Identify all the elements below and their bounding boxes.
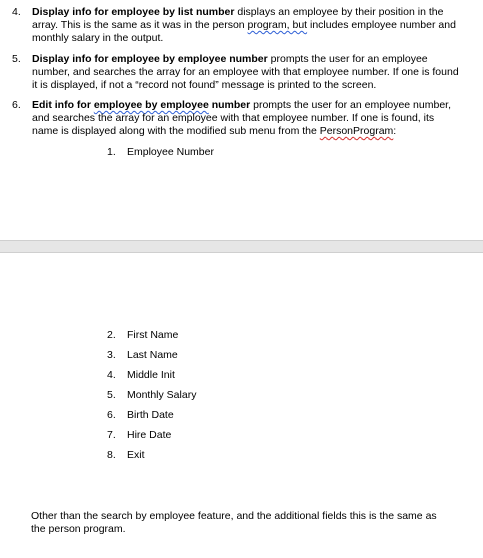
item-text-end: : [393,125,397,137]
submenu-item-hire-date [107,429,171,442]
page-break-gap [0,240,483,253]
list-item-5 [12,53,462,92]
list-item-4 [12,6,462,45]
submenu-item-last-name [107,349,178,362]
submenu-number: 5. [107,389,116,401]
submenu-item-first-name [107,329,178,342]
item-text: prompts the user for an employee number, and searches the array for an employee with that employee number. If one is found, its name is displayed along with the modified sub menu from the [32,99,451,137]
list-number: 5. [12,53,21,65]
submenu-number: 8. [107,449,116,461]
submenu-item-employee-number [107,146,214,159]
submenu-item-birth-date [107,409,174,422]
submenu-number: 4. [107,369,116,381]
closing-paragraph: Other than the search by employee feature, and the additional fields this is the same as the person program. [31,510,437,535]
grammar-flag: program, but [247,19,308,31]
list-number: 4. [12,6,21,18]
item-heading-pre: Edit info for [32,99,94,111]
item-text: displays an employee by their position in the array. This is the same as it was in the person [32,6,444,31]
submenu-label: Last Name [127,349,178,361]
submenu-item-middle-init [107,369,175,382]
submenu-number: 2. [107,329,116,341]
item-text: prompts the user for an employee number, and searches the array for an employee with that employee number. If one is found it is displayed, if not a “record not found” message is printed to the screen. [32,53,459,91]
submenu-number: 6. [107,409,116,421]
submenu-number: 3. [107,349,116,361]
list-item-body [32,53,462,92]
submenu-label: Monthly Salary [127,389,197,401]
item-heading-post: number [208,99,251,111]
list-item-body [32,99,462,138]
submenu-number: 7. [107,429,116,441]
submenu-label: First Name [127,329,179,341]
document-page-bottom [0,253,483,558]
document-page-top [0,0,483,240]
item-text-tail: includes employee number and monthly salary in the output. [32,19,456,44]
submenu-item-monthly-salary [107,389,196,402]
list-item-6 [12,99,462,138]
item-heading [32,99,250,111]
submenu-label: Birth Date [127,409,174,421]
item-heading: Display info for employee by list number [32,6,235,18]
submenu-label: Employee Number [127,146,214,158]
grammar-flag: employee by employee [93,99,209,111]
submenu-number: 1. [107,146,116,158]
submenu-label: Middle Init [127,369,175,381]
submenu-label: Exit [127,449,145,461]
spelling-flag: PersonProgram [319,125,394,137]
list-item-body [32,6,462,45]
submenu-item-exit [107,449,145,462]
item-heading: Display info for employee by employee number [32,53,268,65]
submenu-label: Hire Date [127,429,172,441]
list-number: 6. [12,99,21,111]
